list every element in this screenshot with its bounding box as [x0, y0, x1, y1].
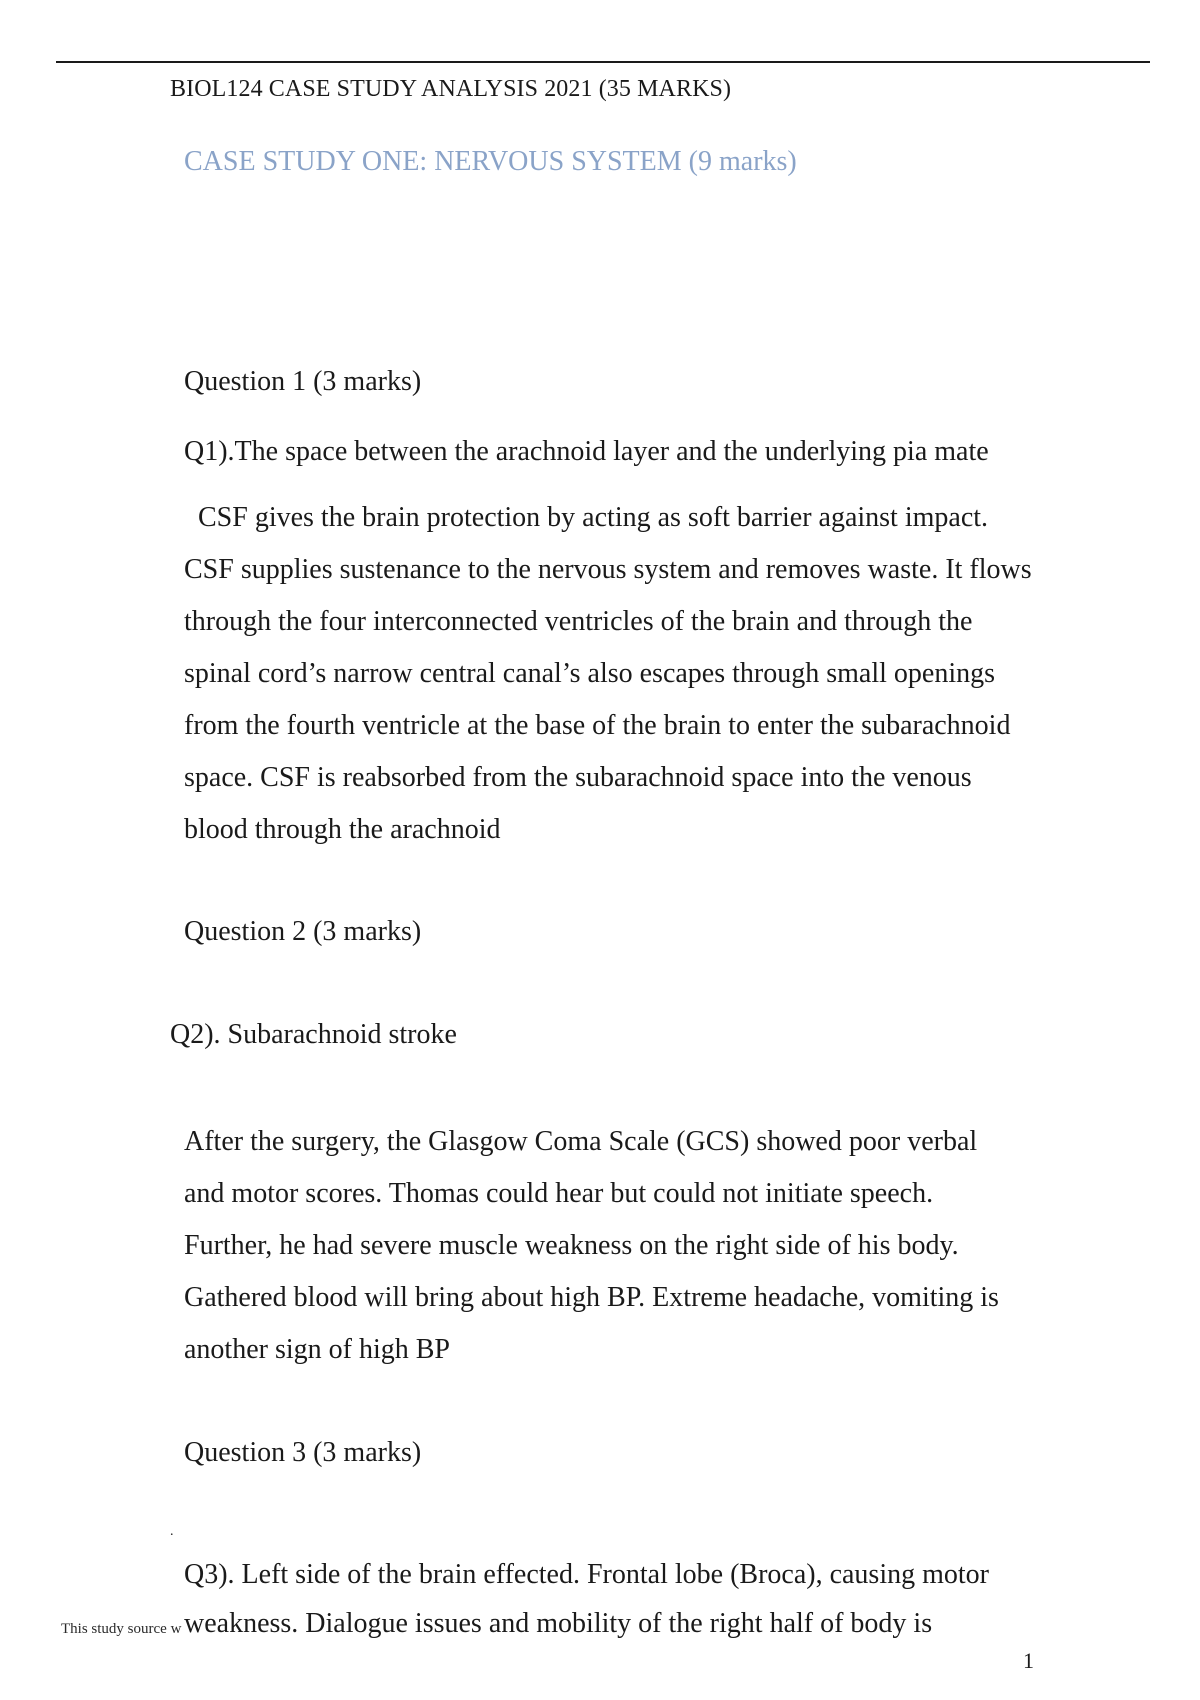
paragraph-line: another sign of high BP — [184, 1334, 450, 1365]
top-rule — [56, 61, 1150, 63]
paragraph-line: After the surgery, the Glasgow Coma Scale (GCS) showed poor verbal — [184, 1126, 978, 1157]
stray-marker: . — [170, 1524, 174, 1539]
question-1-answer-label: Q1).The space between the arachnoid layer and the underlying pia mate — [184, 436, 989, 467]
question-3-answer-line: Q3). Left side of the brain effected. Frontal lobe (Broca), causing motor — [184, 1559, 989, 1590]
question-3-continuation-line: weakness. Dialogue issues and mobility of the right half of body is — [184, 1608, 933, 1639]
paragraph-line: CSF supplies sustenance to the nervous system and removes waste. It flows — [184, 554, 1032, 585]
paragraph-line: CSF gives the brain protection by acting as soft barrier against impact. — [198, 502, 989, 533]
case-study-heading: CASE STUDY ONE: NERVOUS SYSTEM (9 marks) — [184, 146, 797, 177]
paragraph-line: space. CSF is reabsorbed from the subarachnoid space into the venous — [184, 762, 972, 793]
paragraph-line: Gathered blood will bring about high BP. Extreme headache, vomiting is — [184, 1282, 999, 1313]
paragraph-line: Further, he had severe muscle weakness on the right side of his body. — [184, 1230, 959, 1261]
question-2-answer-label: Q2). Subarachnoid stroke — [170, 1019, 457, 1050]
paragraph-line: from the fourth ventricle at the base of the brain to enter the subarachnoid — [184, 710, 1011, 741]
question-1-paragraph — [184, 492, 1064, 856]
study-source-footer: This study source w — [61, 1621, 182, 1637]
paragraph-line: blood through the arachnoid — [184, 814, 501, 845]
paragraph-line: and motor scores. Thomas could hear but could not initiate speech. — [184, 1178, 934, 1209]
question-2-title: Question 2 (3 marks) — [184, 916, 422, 947]
question-3-title: Question 3 (3 marks) — [184, 1437, 422, 1468]
question-1-title: Question 1 (3 marks) — [184, 366, 422, 397]
document-header: BIOL124 CASE STUDY ANALYSIS 2021 (35 MARKS) — [170, 76, 732, 102]
question-2-paragraph — [184, 1116, 1064, 1376]
page-number: 1 — [1023, 1648, 1034, 1673]
paragraph-line: through the four interconnected ventricles of the brain and through the — [184, 606, 973, 637]
paragraph-line: spinal cord’s narrow central canal’s also escapes through small openings — [184, 658, 995, 689]
